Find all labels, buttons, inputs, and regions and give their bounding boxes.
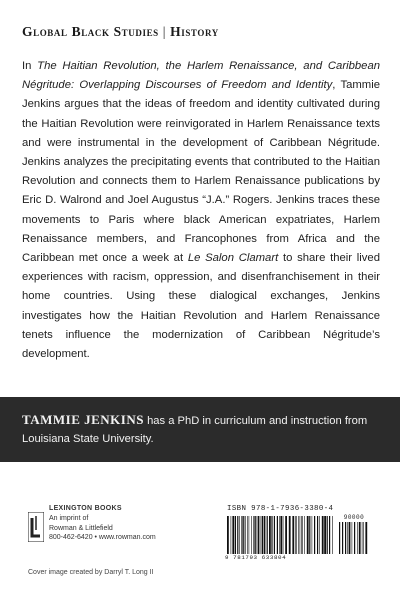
barcode-block <box>225 505 371 563</box>
barcode-bar <box>289 516 291 554</box>
barcode-bar <box>342 522 343 554</box>
publisher-contact: 800-462-6420 • www.rowman.com <box>49 534 156 542</box>
publisher-line-2: Rowman & Littlefield <box>49 524 113 532</box>
barcode-bar <box>241 516 242 554</box>
barcode-bar <box>300 516 301 554</box>
barcode-bar <box>245 516 246 554</box>
barcode-bar <box>301 516 302 554</box>
barcode-bar <box>319 516 320 554</box>
barcode-addon-digits: 90000 <box>343 514 365 521</box>
barcode-bar <box>279 516 280 554</box>
blurb-part-1: , Tammie Jenkins argues that the ideas of freedom and identity cultivated during the Haitian Revolution were reinvigorated in Harlem Renaissance texts and were instrumental in the development of Caribbean Négritude. Jenkins analyzes the precipitating events that contributed to the Haitian Revolution and connects them to Harlem Renaissance publications by Eric D. Walrond and Joel Augustus “J.A.” Rogers. Jenkins traces these movements to Paris where black American expatriates, Harlem Renaissance members, and Francophones from Africa and the Caribbean met once a week at <box>22 79 380 265</box>
barcode-bar <box>349 522 351 554</box>
barcode-bar <box>327 516 328 554</box>
barcode-bar <box>285 516 287 554</box>
barcode-bar <box>317 516 318 554</box>
barcode-bar <box>255 516 256 554</box>
subject-name: History <box>170 24 219 39</box>
barcode-bar <box>239 516 240 554</box>
salon-name: Le Salon Clamart <box>187 252 279 265</box>
barcode-bar <box>292 516 294 554</box>
publisher-name: LEXINGTON BOOKS <box>49 505 122 512</box>
barcode-bar <box>231 516 232 554</box>
barcode-bar <box>283 516 284 554</box>
barcode-bar <box>357 522 358 554</box>
barcode-bar <box>247 516 248 554</box>
barcode-bar <box>261 516 262 554</box>
barcode-bar <box>332 516 333 554</box>
barcode-bar <box>227 516 229 554</box>
author-bio-text: has a PhD in curriculum and instruction from Louisiana State University. <box>22 415 368 445</box>
barcode-bar <box>345 522 346 554</box>
barcode-bar <box>237 516 238 554</box>
author-bio-band <box>0 397 400 462</box>
barcode-main-bars <box>227 516 335 554</box>
book-description <box>22 57 380 364</box>
series-name: Global Black Studies <box>22 24 159 39</box>
barcode-bar <box>232 516 234 554</box>
publisher-line-1: An imprint of <box>49 514 89 522</box>
barcode-bar <box>258 516 260 554</box>
barcode-digits: 9 781793 633804 <box>225 554 287 561</box>
barcode-bar <box>339 522 340 554</box>
barcode-bar <box>322 516 324 554</box>
barcode-bar <box>243 516 244 554</box>
publisher-info <box>49 504 156 543</box>
barcode-bar <box>277 516 278 554</box>
barcode-bar <box>304 516 305 554</box>
barcode-bar <box>352 522 353 554</box>
barcode-bar <box>280 516 282 554</box>
barcode-bar <box>314 516 315 554</box>
barcode-bar <box>363 522 364 554</box>
author-name: TAMMIE JENKINS <box>22 412 144 427</box>
book-title: The Haitian Revolution, the Harlem Renaissance, and Caribbean Négritude: Overlapping Discourses of Freedom and Identity <box>22 60 381 92</box>
barcode-bar <box>274 516 275 554</box>
barcode-bar <box>354 522 355 554</box>
barcode-bar <box>264 516 266 554</box>
barcode-bar <box>312 516 313 554</box>
barcode-bar <box>271 516 272 554</box>
barcode-bar <box>347 522 348 554</box>
barcode-bar <box>365 522 367 554</box>
barcode-bar <box>362 522 363 554</box>
cover-credit: Cover image created by Darryl T. Long II <box>28 569 154 576</box>
barcode-bar <box>267 516 268 554</box>
series-header <box>22 24 382 40</box>
barcode-bar <box>253 516 254 554</box>
lexington-logo-icon <box>28 512 44 542</box>
barcode-bar <box>298 516 299 554</box>
publisher-block <box>28 504 218 564</box>
barcode-bar <box>269 516 271 554</box>
isbn-label: ISBN 978-1-7936-3380-4 <box>227 505 334 513</box>
barcode-bar <box>324 516 326 554</box>
barcode-bar <box>307 516 309 554</box>
blurb-intro: In <box>22 60 38 72</box>
barcode-bar <box>262 516 263 554</box>
author-bio <box>22 411 380 448</box>
barcode-bar <box>295 516 296 554</box>
barcode-bar <box>235 516 236 554</box>
blurb-part-2: to share their lived experiences with racism, oppression, and disenfranchisement in their home countries. Using these dialogical exchanges, Jenkins investigates how the Haitian Revolution and Harlem Renaissance tenets influence the modernization of Caribbean Négritude’s development. <box>22 252 380 361</box>
barcode-bar <box>329 516 330 554</box>
barcode-bar <box>309 516 310 554</box>
barcode-bar <box>249 516 250 554</box>
barcode-bar <box>251 516 252 554</box>
header-separator: | <box>162 24 167 39</box>
barcode-addon-bars <box>339 522 369 554</box>
barcode-bar <box>359 522 361 554</box>
